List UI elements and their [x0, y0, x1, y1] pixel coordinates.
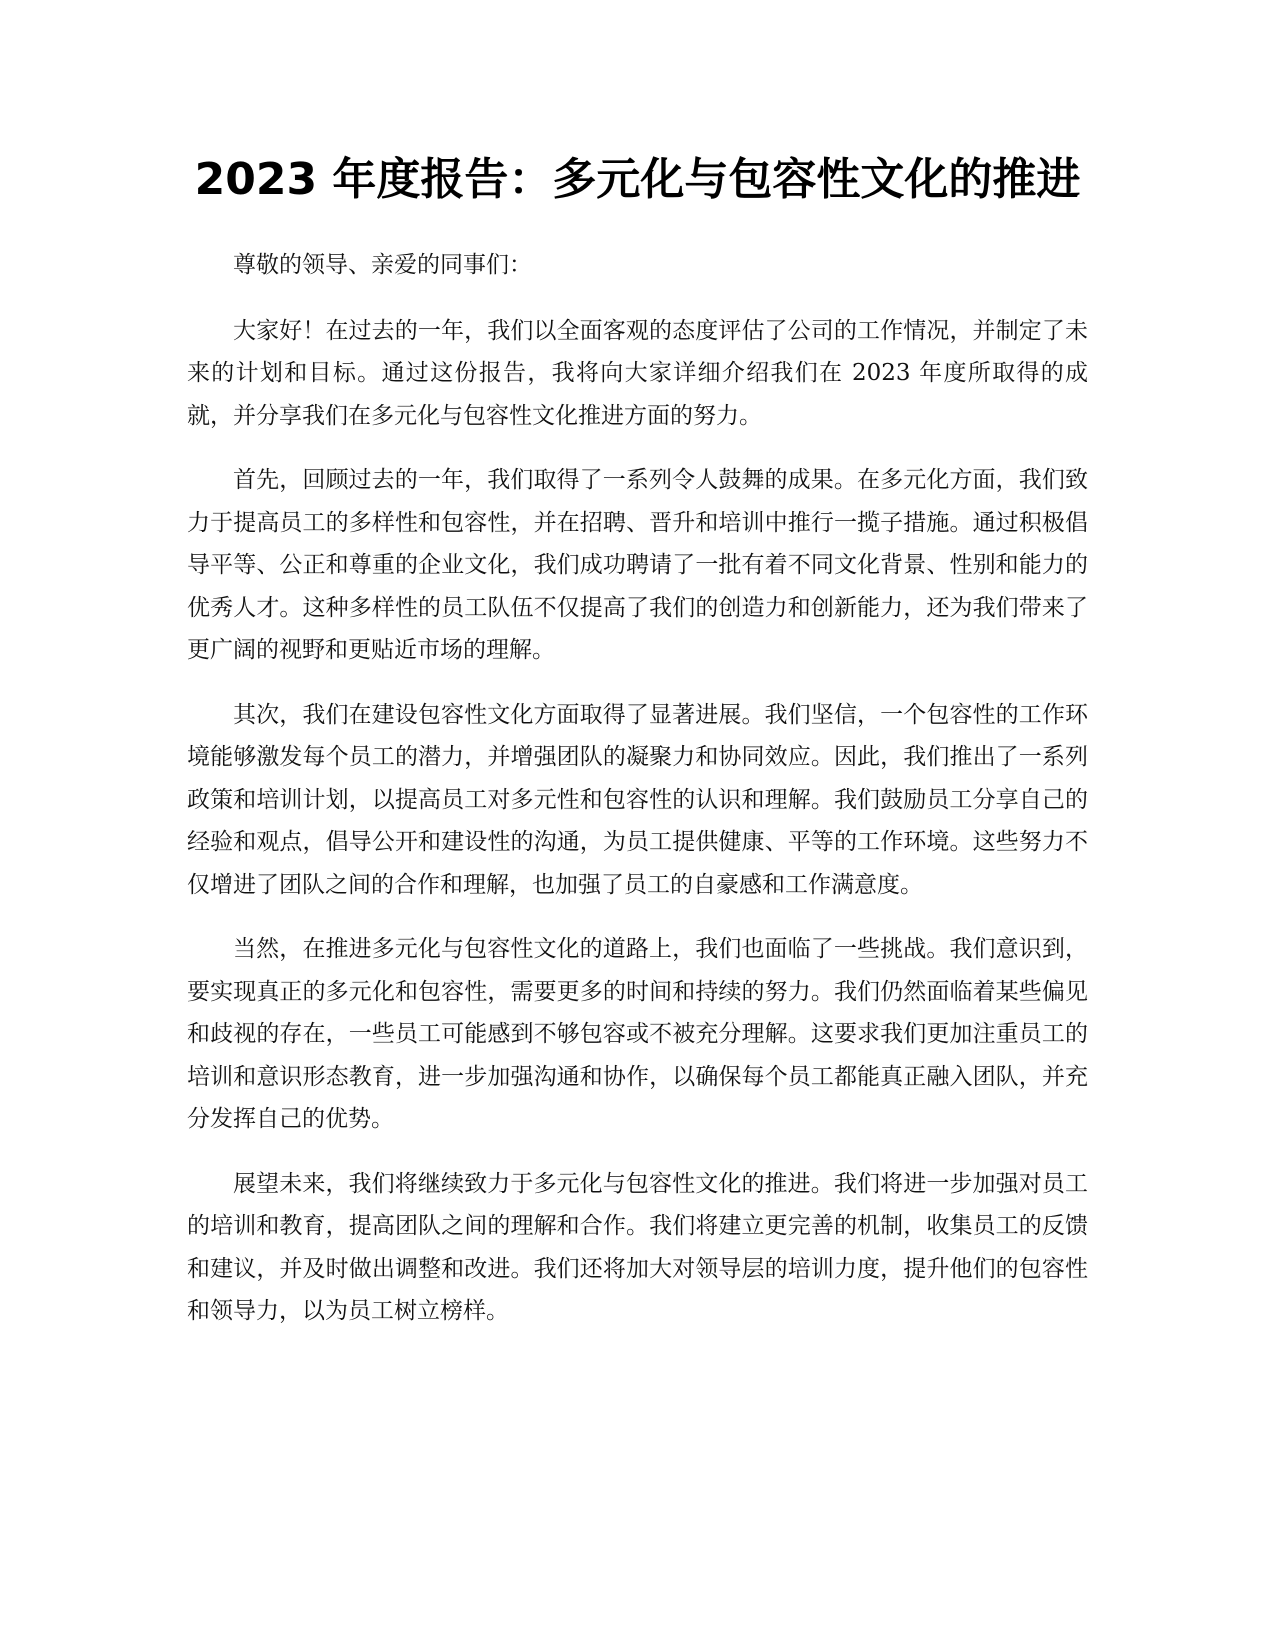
- document-body: [187, 244, 1088, 1355]
- paragraph-2: 首先，回顾过去的一年，我们取得了一系列令人鼓舞的成果。在多元化方面，我们致力于提高员工的多样性和包容性，并在招聘、晋升和培训中推行一揽子措施。通过积极倡导平等、公正和尊重的企业文化，我们成功聘请了一批有着不同文化背景、性别和能力的优秀人才。这种多样性的员工队伍不仅提高了我们的创造力和创新能力，还为我们带来了更广阔的视野和更贴近市场的理解。: [187, 467, 1088, 663]
- paragraph-5: 展望未来，我们将继续致力于多元化与包容性文化的推进。我们将进一步加强对员工的培训和教育，提高团队之间的理解和合作。我们将建立更完善的机制，收集员工的反馈和建议，并及时做出调整和改进。我们还将加大对领导层的培训力度，提升他们的包容性和领导力，以为员工树立榜样。: [187, 1170, 1088, 1324]
- paragraph-4: 当然，在推进多元化与包容性文化的道路上，我们也面临了一些挑战。我们意识到，要实现真正的多元化和包容性，需要更多的时间和持续的努力。我们仍然面临着某些偏见和歧视的存在，一些员工可能感到不够包容或不被充分理解。这要求我们更加注重员工的培训和意识形态教育，进一步加强沟通和协作，以确保每个员工都能真正融入团队，并充分发挥自己的优势。: [187, 936, 1088, 1132]
- document-title: 2023 年度报告：多元化与包容性文化的推进: [194, 154, 1081, 205]
- paragraph-3: 其次，我们在建设包容性文化方面取得了显著进展。我们坚信，一个包容性的工作环境能够激发每个员工的潜力，并增强团队的凝聚力和协同效应。因此，我们推出了一系列政策和培训计划，以提高员工对多元性和包容性的认识和理解。我们鼓励员工分享自己的经验和观点，倡导公开和建设性的沟通，为员工提供健康、平等的工作环境。这些努力不仅增进了团队之间的合作和理解，也加强了员工的自豪感和工作满意度。: [187, 701, 1088, 898]
- paragraph-1: 大家好！在过去的一年，我们以全面客观的态度评估了公司的工作情况，并制定了未来的计划和目标。通过这份报告，我将向大家详细介绍我们在 2023 年度所取得的成就，并分享我们在多元化与包容性文化推进方面的努力。: [187, 317, 1088, 429]
- salutation: 尊敬的领导、亲爱的同事们：: [233, 252, 532, 278]
